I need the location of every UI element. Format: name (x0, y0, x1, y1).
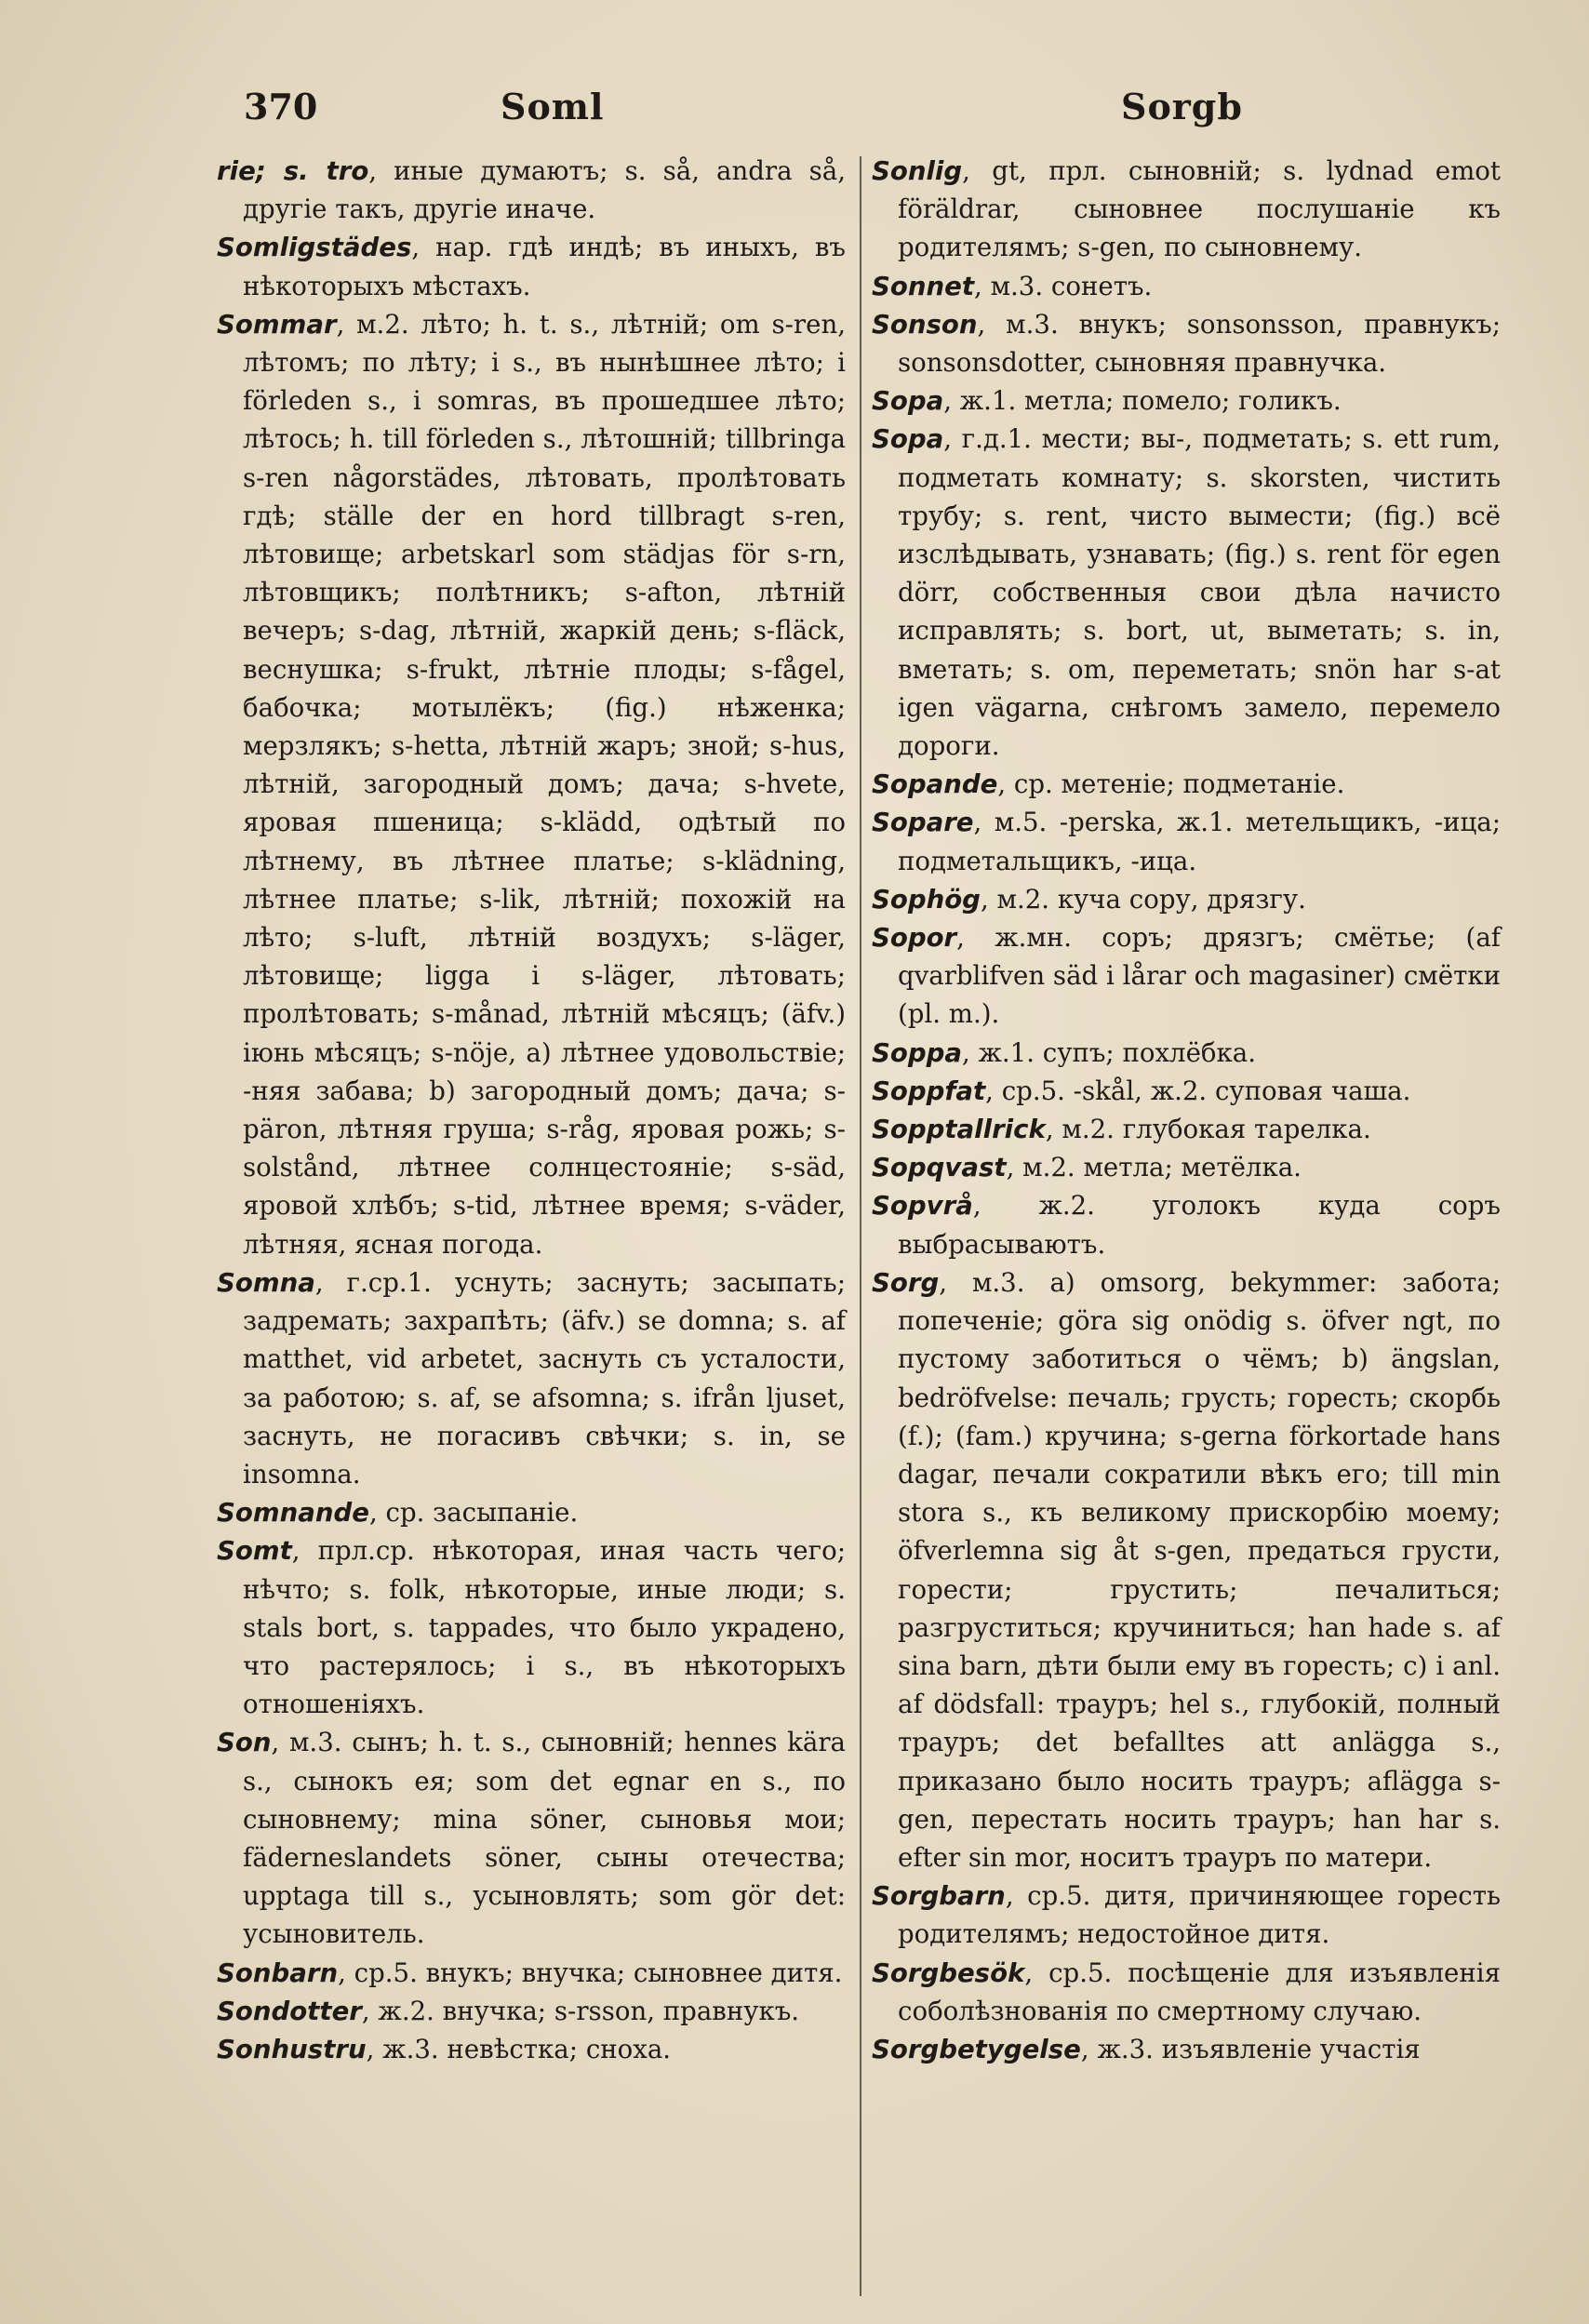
entry: Sopor, ж.мн. соръ; дрязгъ; смётье; (af qvarblifven säd i lårar och magasiner) смётки (pl. m.). (872, 922, 1501, 1030)
entry: Somligstädes, нар. гдѣ индѣ; въ иныхъ, въ нѣкоторыхъ мѣстахъ. (217, 232, 846, 301)
entry: Sophög, м.2. куча сору, дрязгу. (872, 883, 1306, 915)
entry: Sopa, ж.1. метла; помело; голикъ. (872, 385, 1342, 417)
entry: Somt, прл.ср. нѣкоторая, иная часть чего; нѣчто; s. folk, нѣкоторые, иные люди; s. stals bort, s. tappades, что было украдено, что растерялось; i s., въ нѣкоторыхъ отношеніяхъ. (217, 1535, 846, 1720)
entry: Sopvrå, ж.2. уголокъ куда соръ выбрасываютъ. (872, 1190, 1501, 1260)
entry: Somnande, ср. засыпаніе. (217, 1497, 579, 1529)
entry: Sonnet, м.3. сонетъ. (872, 270, 1153, 301)
entry: Sorg, м.3. a) omsorg, bekymmer: забота; попеченіе; göra sig onödig s. öfver ngt, по пустому заботиться о чёмъ; b) ängslan, bedröfvelse: печаль; грусть; горесть; скорбь (f.); (fam.) кручина; s-gerna förkortade hans dagar, печали сократили вѣкъ его; till min stora s., къ великому прискорбію моему; öfverlemna sig åt s-gen, предаться грусти, горести; грустить; печалиться; разгруститься; кручиниться; han hade s. af sina barn, дѣти были ему въ горесть; c) i anl. af dödsfall: трауръ; hel s., глубокій, полный трауръ; det befalltes att anlägga s., приказано было носить трауръ; aflägga s-gen, перестать носить трауръ; han har s. efter sin mor, носитъ трауръ по матери. (872, 1266, 1501, 1873)
entry: Sonson, м.3. внукъ; sonsonsson, правнукъ; sonsonsdotter, сыновняя правнучка. (872, 308, 1501, 379)
entry: Sonbarn, ср.5. внукъ; внучка; сыновнее дитя. (217, 1957, 843, 1988)
entry: Sopqvast, м.2. метла; метёлка. (872, 1152, 1302, 1183)
entry: Sopptallrick, м.2. глубокая тарелка. (872, 1114, 1371, 1145)
right-column (872, 152, 1501, 2068)
entry: Sommar, м.2. лѣто; h. t. s., лѣтній; om s-ren, лѣтомъ; по лѣту; i s., въ нынѣшнее лѣто; i förleden s., i somras, въ прошедшее лѣто; лѣтось; h. till förleden s., лѣтошній; tillbringa s-ren någorstädes, лѣтовать, пролѣтовать гдѣ; ställe der en hord tillbragt s-ren, лѣтовище; arbetskarl som städjas för s-rn, лѣтовщикъ; полѣтникъ; s-afton, лѣтній вечеръ; s-dag, лѣтній, жаркій день; s-fläck, веснушка; s-frukt, лѣтніе плоды; s-fågel, бабочка; мотылёкъ; (fig.) нѣженка; мерзлякъ; s-hetta, лѣтній жаръ; зной; s-hus, лѣтній, загородный домъ; дача; s-hvete, яровая пшеница; s-klädd, одѣтый по лѣтнему, въ лѣтнее платье; s-klädning, лѣтнее платье; s-lik, лѣтній; похожій на лѣто; s-luft, лѣтній воздухъ; s-läger, лѣтовище; ligga i s-läger, лѣтовать; пролѣтовать; s-månad, лѣтній мѣсяцъ; (äfv.) іюнь мѣсяцъ; s-nöje, a) лѣтнее удовольствіе; -няя забава; b) загородный домъ; дача; s-päron, лѣтняя груша; s-råg, яровая рожь; s-solstånd, лѣтнее солнцестояніе; s-säd, яровой хлѣбъ; s-tid, лѣтнее время; s-väder, лѣтняя, ясная погода. (217, 308, 846, 1260)
column-divider (860, 156, 861, 2296)
entry: Soppfat, ср.5. -skål, ж.2. суповая чаша. (872, 1075, 1411, 1106)
entry: Sorgbesök, ср.5. посѣщеніе для изъявленія соболѣзнованія по смертному случаю. (872, 1957, 1501, 2026)
entry: Son, м.3. сынъ; h. t. s., сыновній; hennes kära s., сынокъ ея; som det egnar en s., по сыновнему; mina söner, сыновья мои; fäderneslandets söner, сыны отечества; upptaga till s., усыновлять; som gör det: усыновитель. (217, 1727, 846, 1950)
entry: Sopa, г.д.1. мести; вы-, подметать; s. ett rum, подметать комнату; s. skorsten, чистить трубу; s. rent, чисто вымести; (fig.) всё изслѣдывать, узнавать; (fig.) s. rent för egen dörr, собственныя свои дѣла начисто исправлять; s. bort, ut, выметать; s. in, вметать; s. om, переметать; snön har s-at igen vägarna, снѣгомъ замело, перемело дороги. (872, 423, 1501, 762)
entry: rie; s. tro, иные думаютъ; s. så, andra så, другіе такъ, другіе иначе. (217, 155, 846, 225)
entry: Sopare, м.5. -perska, ж.1. метельщикъ, -ица; подметальщикъ, -ица. (872, 807, 1501, 876)
page-number: 370 (244, 86, 318, 127)
entry: Sondotter, ж.2. внучка; s-rsson, правнукъ. (217, 1995, 800, 2026)
guide-word-left: Soml (501, 86, 605, 127)
left-column (217, 152, 846, 2068)
entry: Sonhustru, ж.3. невѣстка; сноха. (217, 2033, 672, 2064)
entry: Sonlig, gt, прл. сыновній; s. lydnad emot föräldrar, сыновнее послушаніе къ родителямъ; s-gen, по сыновнему. (872, 155, 1501, 263)
entry: Sorgbarn, ср.5. дитя, причиняющее горесть родителямъ; недостойное дитя. (872, 1880, 1501, 1950)
guide-word-right: Sorgb (1121, 86, 1243, 127)
entry: Somna, г.ср.1. уснуть; заснуть; засыпать; задремать; захрапѣть; (äfv.) se domna; s. af matthet, vid arbetet, заснуть съ усталости, за работою; s. af, se afsomna; s. ifrån ljuset, заснуть, не погасивъ свѣчки; s. in, se insomna. (217, 1266, 846, 1489)
entry: Soppa, ж.1. супъ; похлёбка. (872, 1036, 1256, 1068)
entry: Sorgbetygelse, ж.3. изъявленіе участія (872, 2033, 1421, 2064)
entry: Sopande, ср. метеніе; подметаніе. (872, 768, 1345, 800)
